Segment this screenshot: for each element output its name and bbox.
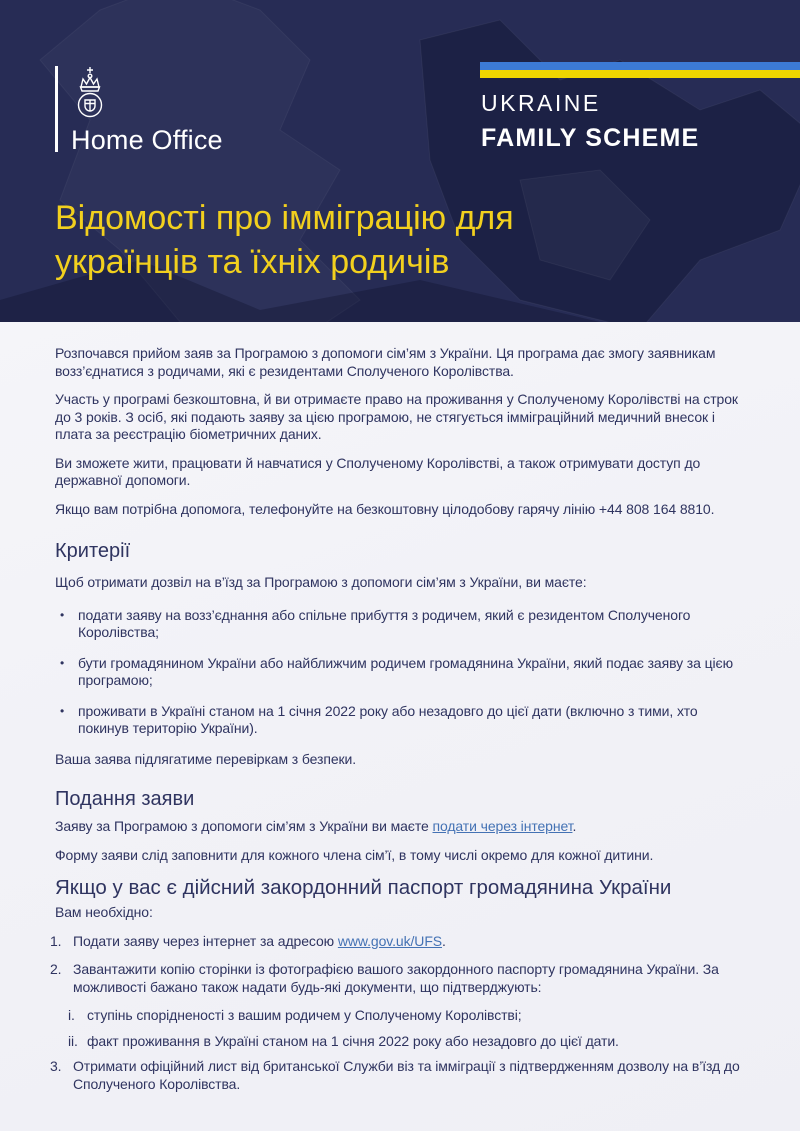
list-item xyxy=(50,1058,745,1093)
passport-step-2: Завантажити копію сторінки із фотографією вашого закордонного паспорту громадянина України. За можливості бажано також надати будь-які документи, що підтверджують: xyxy=(73,961,719,995)
list-item xyxy=(68,1033,745,1051)
substep-marker: ii. xyxy=(68,1032,78,1049)
passport-step-list xyxy=(50,933,745,1094)
section-heading-passport: Якщо у вас є дійсний закордонний паспорт громадянина України xyxy=(55,876,672,899)
list-item xyxy=(55,607,745,642)
passport-substep-ii: факт проживання в Україні станом на 1 січня 2022 року або незадовго до цієї дати. xyxy=(87,1032,619,1049)
bullet-marker: • xyxy=(60,655,65,670)
section-heading-criteria: Критерії xyxy=(55,540,131,562)
crown-icon xyxy=(73,66,107,122)
criteria-lead: Щоб отримати дозвіл на в’їзд за Програмою з допомоги сім’ям з України, ви маєте: xyxy=(55,574,587,590)
criteria-note: Ваша заява підлягатиме перевіркам з безпеки. xyxy=(55,750,357,767)
list-item xyxy=(55,655,745,690)
intro-paragraph-3: Ви зможете жити, працювати й навчатися у Сполученому Королівстві, а також отримувати доступ до державної допомоги. xyxy=(55,454,701,488)
substep-marker: i. xyxy=(68,1007,75,1023)
bullet-marker: • xyxy=(60,703,65,718)
bullet-marker: • xyxy=(60,607,65,622)
passport-step-3: Отримати офіційний лист від британської Служби віз та імміграції з підтвердженням дозволу на в’їзд до Сполученого Королівства. xyxy=(73,1058,740,1092)
logo-text: Home Office xyxy=(71,125,223,155)
passport-lead: Вам необхідно: xyxy=(55,904,153,920)
flag-yellow-band xyxy=(480,70,800,78)
step-marker: 3. xyxy=(50,1058,62,1074)
passport-step-1 xyxy=(73,933,745,951)
scheme-title-line1: UKRAINE xyxy=(481,90,601,116)
scheme-title xyxy=(481,90,699,153)
apply-online-link[interactable]: подати через інтернет xyxy=(432,818,573,834)
gov-uk-ufs-link[interactable]: www.gov.uk/UFS xyxy=(337,932,443,949)
page-title-line1: Відомості про імміграцію для xyxy=(55,199,514,237)
criteria-bullet-1: подати заяву на возз’єднання або спільне прибуття з родичем, який є резидентом Сполученого Королівства; xyxy=(78,606,691,640)
logo-divider-bar xyxy=(55,66,58,152)
page-title-line2: українців та їхніх родичів xyxy=(55,243,450,281)
step-marker: 1. xyxy=(50,932,62,949)
passport-substep-i: ступінь спорідненості з вашим родичем у Сполученому Королівстві; xyxy=(87,1007,522,1023)
criteria-bullet-3: проживати в Україні станом на 1 січня 2022 року або незадовго до цієї дати (включно з тими, хто покинув територію України). xyxy=(78,702,698,736)
application-text-after-link: . xyxy=(572,818,577,834)
application-paragraph-2: Форму заяви слід заповнити для кожного члена сім’ї, в тому числі окремо для кожної дитини. xyxy=(55,846,654,863)
list-item xyxy=(68,1007,745,1025)
list-item xyxy=(50,961,745,996)
intro-paragraph-helpline: Якщо вам потрібна допомога, телефонуйте на безкоштовну цілодобову гарячу лінію +44 808 164 8810. xyxy=(55,500,715,517)
step-marker: 2. xyxy=(50,961,62,977)
application-paragraph-1 xyxy=(55,818,745,836)
criteria-bullet-list xyxy=(55,607,745,738)
list-item xyxy=(50,933,745,951)
flag-blue-band xyxy=(480,62,800,70)
content xyxy=(0,322,800,1093)
passport-substep-list xyxy=(68,1007,745,1050)
header-banner xyxy=(0,0,800,322)
page-title xyxy=(55,196,514,284)
list-item xyxy=(55,703,745,738)
intro-paragraph-2: Участь у програмі безкоштовна, й ви отримаєте право на проживання у Сполученому Королівстві на строк до 3 років. З осіб, які подають заяву за цією програмою, не стягується імміграційний медичний внесок і плата за реєстрацію біометричних даних. xyxy=(55,391,738,442)
home-office-logo xyxy=(55,66,223,156)
scheme-title-line2: FAMILY SCHEME xyxy=(481,124,700,152)
step-text-before-link: Подати заяву через інтернет за адресою xyxy=(73,932,338,949)
step-text-after-link: . xyxy=(442,932,446,949)
criteria-bullet-2: бути громадянином України або найближчим родичем громадянина України, який подає заяву за цією програмою; xyxy=(78,654,733,688)
application-text-before-link: Заяву за Програмою з допомоги сім’ям з України ви маєте xyxy=(55,818,433,834)
ukraine-flag-stripe xyxy=(480,62,800,78)
section-heading-application: Подання заяви xyxy=(55,788,195,810)
intro-paragraph-1: Розпочався прийом заяв за Програмою з допомоги сім’ям з України. Ця програма дає змогу заявникам возз’єднатися з родичами, які є резидентами Сполученого Королівства. xyxy=(55,345,716,379)
